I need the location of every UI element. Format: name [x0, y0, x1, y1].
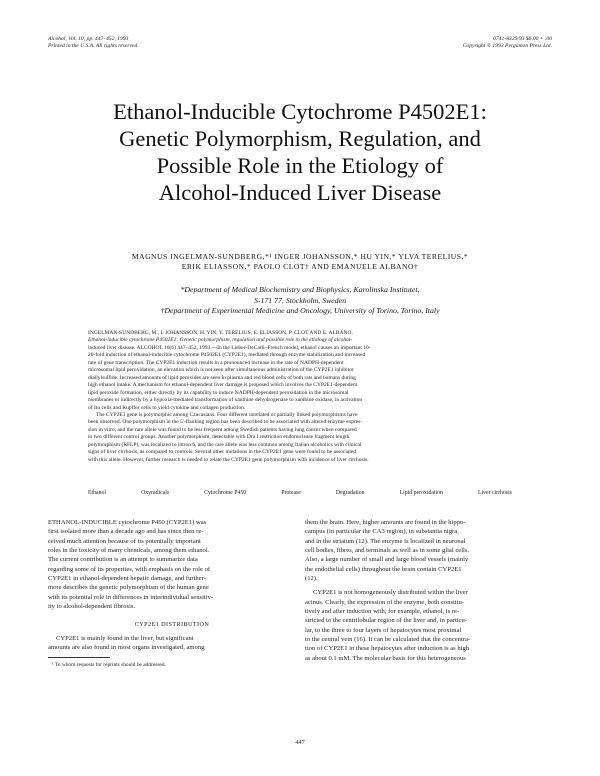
- abstract-line: sion in vitro, and the rare allele was found to be less frequent among Swedish patients having lung cancer when compared: [88, 426, 357, 433]
- abstract-line: to two different control groups. Another polymorphism, detectable with Dra I restriction endonuclease fragment length: [88, 434, 350, 441]
- affiliations: [60, 285, 540, 317]
- intro-line: The current contribution is an attempt to summarize data: [48, 556, 198, 564]
- intro-line: roles in the toxicity of many chemicals, among them ethanol.: [48, 547, 210, 555]
- abstract-line: membranes or indirectly by a hypoxia-mediated transformation of xanthine dehydrogenase to xanthine oxidase, in activation: [88, 397, 363, 404]
- abstract-line: lipid peroxide formation, either directly by its capability to induce NADPH-dependent peroxidation in the microsomal: [88, 389, 349, 396]
- abstract-line: rate of gene transcription. The CYP2E1 induction results in a pronounced increase in the rate of NADPH-dependent: [88, 359, 344, 366]
- left-column: [48, 518, 296, 652]
- intro-line: ETHANOL-INDUCIBLE cytochrome P450 (CYP2E1) was: [48, 519, 207, 526]
- body-line: Also, a large number of small and large blood vessels (mainly: [305, 556, 469, 564]
- page-number: 447: [295, 739, 305, 746]
- abstract-line: polymorphism (RFLP), was localized to intron 6, and the rare allele was less common among Italian alcoholics with clinical: [88, 441, 362, 448]
- body-line: amounts are also found in most organs investigated, among: [48, 644, 205, 652]
- journal-line-2: Printed in the U.S.A. All rights reserved.: [48, 43, 139, 49]
- abstract-line: microsomal lipid peroxidation, an elevation which is not seen after simultaneous administration of the CYP2E1 inhibitor: [88, 367, 354, 374]
- abstract-line: Ethanol-inducible cytochrome P4502E1: Genetic polymorphism, regulation and possible role in the etiology of alcohol-: [88, 337, 353, 344]
- body-line: cell bodies, fibres, and terminals as well as in some glial cells.: [305, 547, 470, 555]
- body-line: them the brain. Here, higher amounts are found in the hippo-: [305, 519, 466, 526]
- intro-line: ceived much attention because of its potentially important: [48, 537, 201, 545]
- spacer: [48, 611, 296, 620]
- abstract-line: 20-fold induction of ethanol-inducible cytochrome P4502E1 (CYP2E1), mediated through enzyme stabilization and increased: [88, 352, 366, 359]
- copyright-line-2: Copyright © 1993 Pergamon Press Ltd.: [462, 43, 552, 49]
- title-line: Alcohol-Induced Liver Disease: [158, 180, 442, 205]
- title-line: Ethanol-Inducible Cytochrome P4502E1:: [113, 99, 487, 124]
- copyright-info: [463, 36, 552, 50]
- article-title: [60, 98, 540, 206]
- affiliation-line: S-171 77, Stockholm, Sweden: [253, 295, 347, 305]
- body-line: CYP2E1 is not homogeneously distributed within the liver: [313, 589, 468, 597]
- body-line: stricted to the centrilobular region of the liver and, in particu-: [305, 617, 468, 625]
- keyword-list: [88, 490, 512, 496]
- section-heading: CYP2E1 DISTRIBUTION: [134, 621, 210, 629]
- keyword: Ethanol: [88, 490, 107, 496]
- body-line: campus (in particular the CA3 region), in substantia nigra,: [305, 528, 459, 536]
- affiliation-line: †Department of Experimental Medicine and Oncology, University of Torino, Torino, Italy: [160, 306, 440, 315]
- body-line: CYP2E1 is mainly found in the liver, but significant: [56, 634, 194, 642]
- abstract-line: induced liver disease. ALCOHOL 10(6) 447–452, 1993.—In the Lieber-DeCarli–French model, ethanol causes an important 10-: [88, 344, 371, 351]
- keyword: Cytochrome P450: [204, 490, 247, 496]
- keyword: Liver cirrhosis: [477, 490, 512, 496]
- abstract-line: high ethanol intake. A mechanism for ethanol-dependent liver damage is proposed which involves the CYP2E1-dependent: [88, 382, 358, 389]
- body-line: tion of CYP2E1 in these hepatocytes after induction is as high: [305, 645, 470, 653]
- abstract-line: INGELMAN-SUNDBERG, M., I. JOHANSSON, H. YIN, Y. TERELIUS, E. ELIASSON, P. CLOT AND E. ALBANO.: [88, 330, 353, 336]
- author-line: ERIK ELIASSON,* PAOLO CLOT† AND EMANUELE ALBANO†: [181, 262, 419, 271]
- intro-line: ity to alcohol-dependent fibrosis.: [48, 603, 136, 611]
- keyword: Protease: [281, 490, 301, 496]
- copyright-line-1: 0741-8329/93 $6.00 + .00: [493, 36, 552, 42]
- keyword: Oxyradicals: [141, 490, 170, 496]
- right-column: [305, 518, 553, 663]
- body-line: and in the striatum (12). The enzyme is localized in neuronal: [305, 537, 466, 545]
- abstract-line: been observed. One polymorphism in the 5′-flanking region has been described to be associated with altered enzyme expres-: [88, 419, 363, 426]
- intro-line: CYP2E1 in ethanol-dependent hepatic damage, and further-: [48, 575, 206, 583]
- abstract: [88, 330, 512, 464]
- keyword: Lipid peroxidation: [399, 490, 443, 496]
- abstract-line: signs of liver cirrhosis, as compared to controls. Several other mutations in the CYP2E1 gene were found to be associated: [88, 449, 357, 456]
- body-line: acinus. Clearly, the expression of the enzyme, both constitu-: [305, 598, 465, 606]
- body-line: (12).: [305, 575, 318, 583]
- intro-line: more describes the genetic polymorphism of the human gene: [48, 584, 209, 592]
- abstract-line: of Ito cells and Kupffer cells to yield cytokine and collagen production.: [88, 404, 246, 411]
- body-line: to the central vein (16). It can be calculated that the concentra-: [305, 636, 471, 644]
- body-line: lar, to the three to four layers of hepatocytes most proximal: [305, 626, 462, 634]
- footnote: ¹ To whom requests for reprints should be addressed.: [52, 662, 166, 668]
- intro-line: regarding some of its properties, with emphasis on the role of: [48, 565, 211, 573]
- journal-citation: [48, 36, 139, 50]
- intro-line: with its potential role in differences in interindividual sensitiv-: [48, 593, 214, 601]
- author-line: MAGNUS INGELMAN-SUNDBERG,*¹ INGER JOHANSSON,* HU YIN,* YLVA TERELIUS,*: [131, 252, 469, 261]
- body-line: the endothelial cells) throughout the brain contain CYP2E1: [305, 565, 462, 573]
- title-line: Possible Role in the Etiology of: [156, 153, 444, 178]
- author-list: [60, 252, 540, 272]
- title-line: Genetic Polymorphism, Regulation, and: [119, 126, 481, 151]
- abstract-line: The CYP2E1 gene is polymorphic among Caucasians. Four different unrelated or partially linked polymorphisms have: [96, 411, 358, 418]
- abstract-line: diallylsulfide. Increased amounts of lipid peroxides are seen in plasma and red blood cells of both rats and humans during: [88, 374, 356, 381]
- footnote-rule: [48, 657, 110, 658]
- journal-line-1: Alcohol, Vol. 10, pp. 447–452, 1993: [48, 36, 129, 42]
- keyword: Degradation: [335, 490, 365, 496]
- intro-line: first isolated more than a decade ago and has since then re-: [48, 528, 204, 536]
- abstract-line: with this allele. However, further research is needed to relate the CYP2E1 gene polymorphism with incidence of liver cirrhosis.: [88, 456, 369, 463]
- body-line: tively and after induction with, for example, ethanol, is re-: [305, 608, 460, 616]
- body-line: as about 0.1 mM. The molecular basis for this heterogeneous: [305, 654, 466, 662]
- affiliation-line: *Department of Medical Biochemistry and Biophysics, Karolinska Institutet,: [180, 285, 420, 294]
